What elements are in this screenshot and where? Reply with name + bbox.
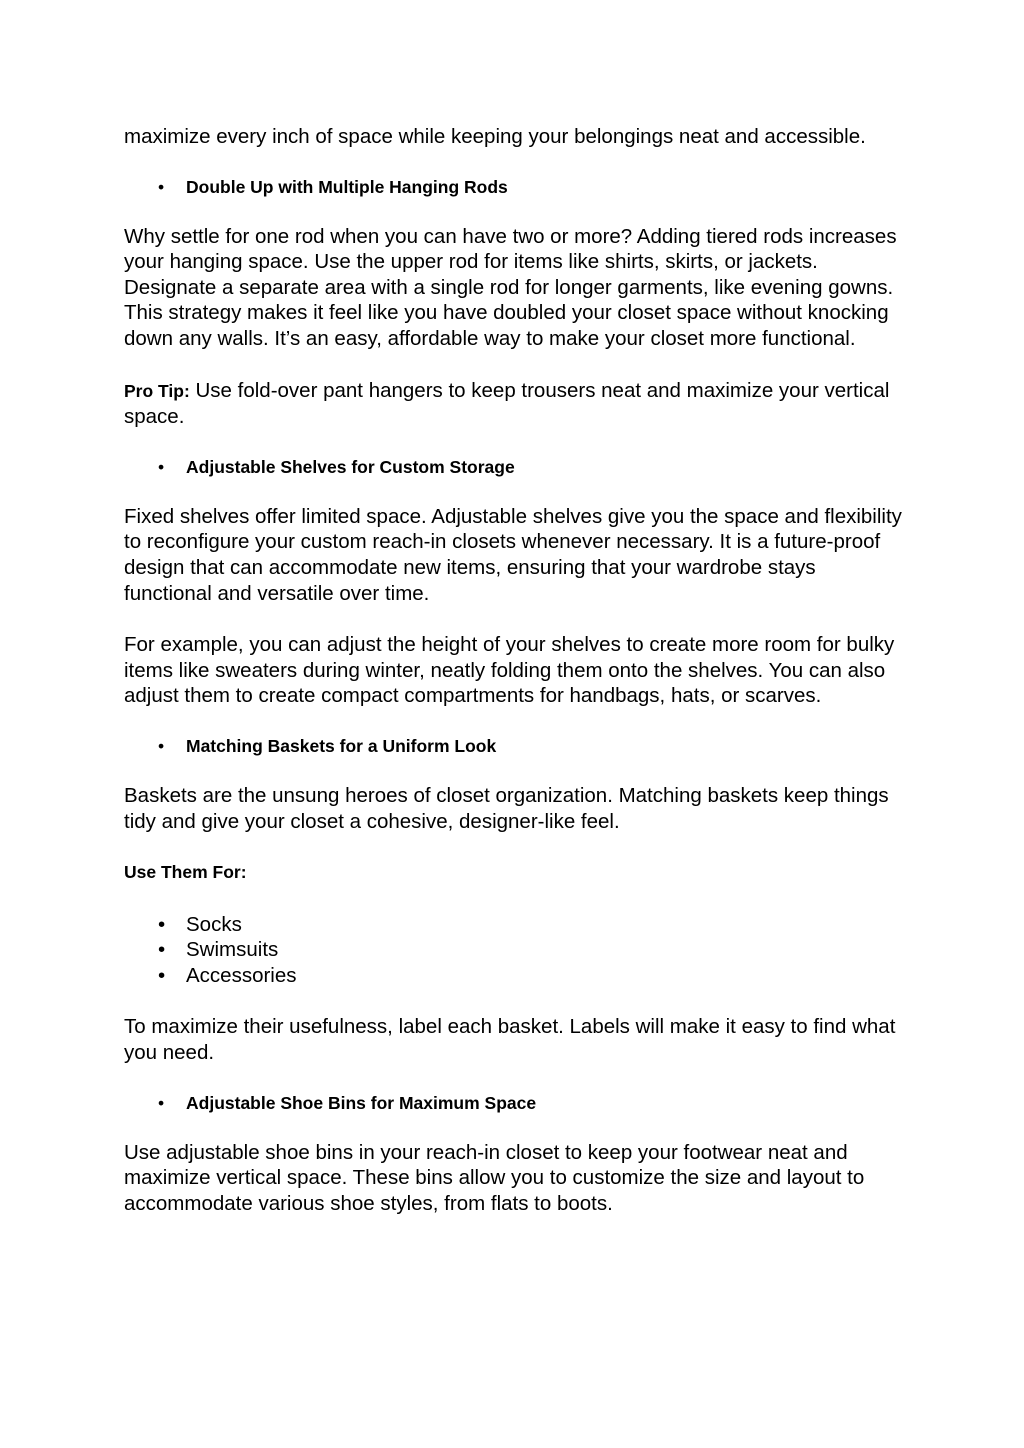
- section-heading-list-shoes: [124, 1092, 904, 1114]
- section-heading-rods: [124, 176, 904, 198]
- use-them-for-label: Use Them For:: [124, 862, 247, 883]
- pro-tip-paragraph: [124, 378, 904, 430]
- section-heading-text: Double Up with Multiple Hanging Rods: [186, 176, 508, 197]
- list-item: [124, 937, 904, 963]
- section-heading-list-shelves: [124, 456, 904, 478]
- bullet-icon: •: [158, 912, 166, 936]
- list-item-text: Swimsuits: [186, 938, 279, 962]
- document-page: [124, 124, 904, 1216]
- list-item-text: Accessories: [186, 963, 297, 987]
- section-heading-list-baskets: [124, 735, 904, 757]
- basket-uses-list: [124, 912, 904, 989]
- section-heading-list-rods: [124, 176, 904, 198]
- section-heading-text: Matching Baskets for a Uniform Look: [186, 735, 497, 756]
- rods-paragraph: Why settle for one rod when you can have two or more? Adding tiered rods increases your hanging space. Use the upper rod for items like shirts, skirts, or jackets. Designate a separate area with a single rod for longer garments, like evening gowns. This strategy makes it feel like you have doubled your closet space without knocking down any walls. It’s an easy, affordable way to make your closet more functional.: [124, 224, 897, 350]
- list-item: [124, 912, 904, 938]
- baskets-paragraph: Baskets are the unsung heroes of closet organization. Matching baskets keep things tidy and give your closet a cohesive, designer-like feel.: [124, 783, 889, 833]
- bullet-icon: •: [158, 735, 165, 756]
- bullet-icon: •: [158, 938, 166, 962]
- list-item-text: Socks: [186, 912, 242, 936]
- section-heading-shoes: [124, 1092, 904, 1114]
- baskets-closing-paragraph: To maximize their usefulness, label each basket. Labels will make it easy to find what you need.: [124, 1015, 896, 1065]
- shelves-paragraph-2: For example, you can adjust the height of your shelves to create more room for bulky items like sweaters during winter, neatly folding them onto the shelves. You can also adjust them to create compact compartments for handbags, hats, or scarves.: [124, 633, 895, 708]
- bullet-icon: •: [158, 963, 166, 987]
- section-heading-shelves: [124, 456, 904, 478]
- bullet-icon: •: [158, 456, 165, 477]
- bullet-icon: •: [158, 1092, 165, 1113]
- section-heading-text: Adjustable Shelves for Custom Storage: [186, 456, 515, 477]
- shoes-paragraph: Use adjustable shoe bins in your reach-in closet to keep your footwear neat and maximize vertical space. These bins allow you to customize the size and layout to accommodate various shoe styles, from flats to boots.: [124, 1140, 865, 1215]
- section-heading-text: Adjustable Shoe Bins for Maximum Space: [186, 1092, 537, 1113]
- bullet-icon: •: [158, 176, 165, 197]
- pro-tip-text: Use fold-over pant hangers to keep trousers neat and maximize your vertical space.: [124, 378, 890, 429]
- section-heading-baskets: [124, 735, 904, 757]
- pro-tip-label: Pro Tip:: [124, 380, 190, 401]
- shelves-paragraph-1: Fixed shelves offer limited space. Adjustable shelves give you the space and flexibility to reconfigure your custom reach-in closets whenever necessary. It is a future-proof design that can accommodate new items, ensuring that your wardrobe stays functional and versatile over time.: [124, 504, 902, 605]
- intro-paragraph: maximize every inch of space while keeping your belongings neat and accessible.: [124, 125, 866, 148]
- list-item: [124, 963, 904, 989]
